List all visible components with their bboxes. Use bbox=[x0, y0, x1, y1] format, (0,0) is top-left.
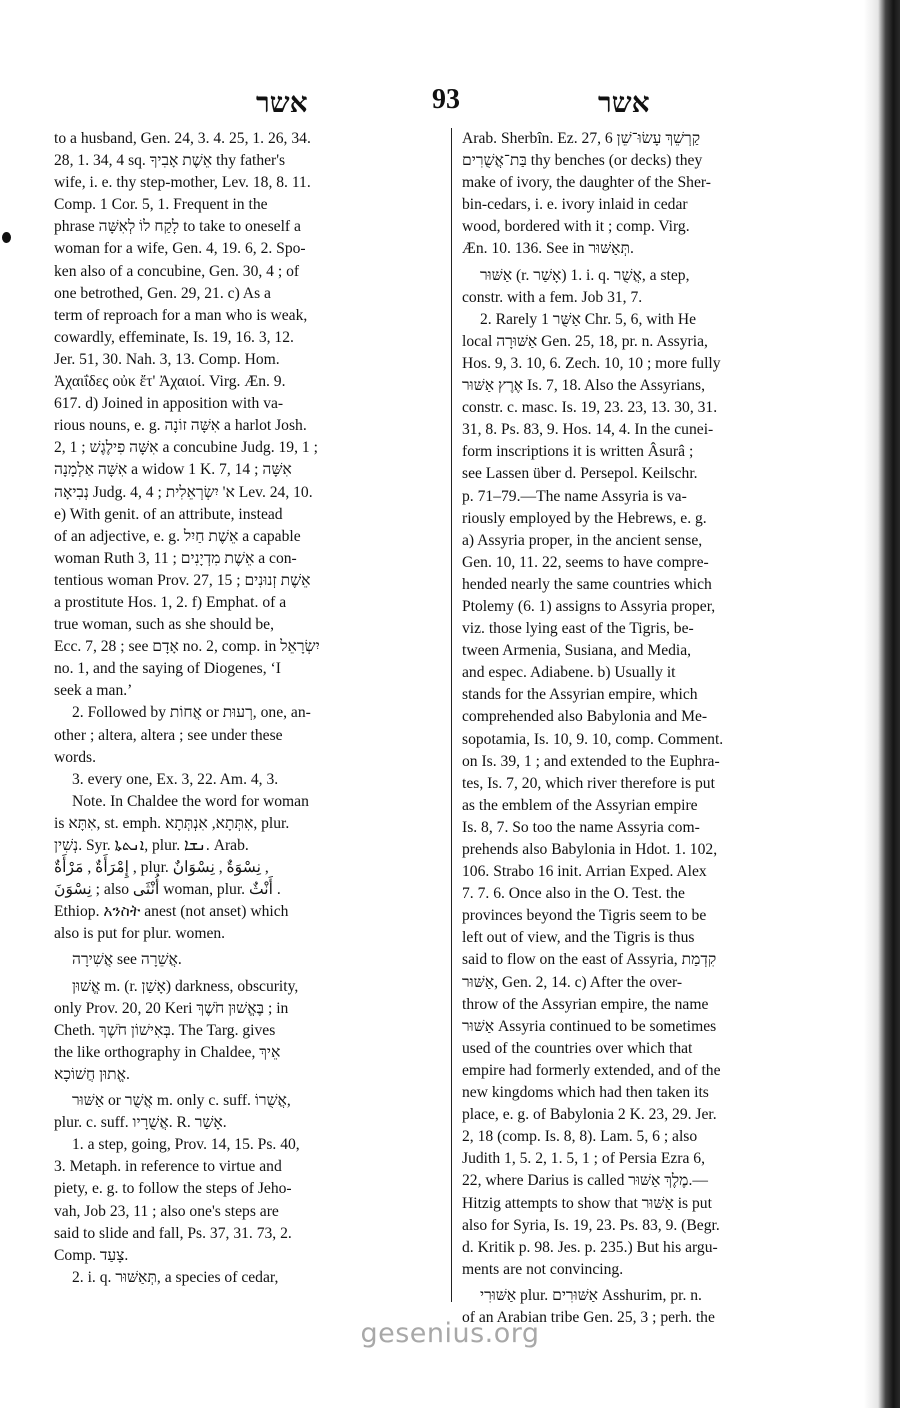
left-sense-3: 3. every one, Ex. 3, 22. Am. 4, 3. bbox=[72, 770, 279, 788]
left-entry-eshun: אֱשׁוּן m. (r. אָשַׁן) darkness, obscurity, only Prov. 20, 20 Keri בֶּאֱשׁוּן חֹשֶׁךְ ; in Cheth. בְּאִישׁוֹן חֹשֶׁךְ. The Targ. gives the like orthography in Chaldee, אֵיךְ אֱתוּן חֲשׁוֹכָא. bbox=[54, 977, 299, 1083]
left-note: Note. In Chaldee the word for woman is אִתָּא, st. emph. אִתְּתָא, אִנְתְּתָא, plur. נְשִׁין. Syr. ܐܢܬܬܐ, plur. ܢܫܐ. Arab. إِمْرَأَةٌ , مَرْأَةٌ , plur. نِسْوَةٌ , نِسْوَانٌ , نِسْوَنَ ; also أُنْثَى woman, plur. أَنْثٌ . Ethiop. አንስት anest (not anset) which also is put for plur. women. bbox=[54, 792, 309, 943]
left-ashur-sense-1: 1. a step, going, Prov. 14, 15. Ps. 40, 3. Metaph. in reference to virtue and piety, e. g. to follow the steps of Jeho- vah, Job 23, 11 ; also one's steps are said to slide and fall, Ps. 37, 31. 73, 2. Comp. צָעַד. bbox=[54, 1136, 300, 1264]
running-head-right: אשר bbox=[598, 86, 650, 119]
right-entry-ashshur: אַשּׁוּר (r. אָשַׁר) 1. i. q. אֲשֻׁר, a step, constr. with a fem. Job 31, 7. bbox=[462, 266, 690, 306]
left-column bbox=[54, 128, 440, 1289]
page-edge-shadow bbox=[864, 0, 878, 1408]
column-divider bbox=[451, 128, 452, 1302]
running-head-left: אשר bbox=[256, 86, 308, 119]
book-edge bbox=[878, 0, 900, 1408]
left-entry-ashur: אַשּׁוּר or אֲשֻׁר m. only c. suff. אֲשֻׁרוֹ, plur. c. suff. אֲשֻׁרָיו. R. אָשַׁר. bbox=[54, 1092, 291, 1132]
page-number: 93 bbox=[432, 84, 460, 115]
right-column bbox=[462, 128, 852, 1329]
margin-mark bbox=[2, 232, 11, 243]
page-header bbox=[120, 84, 820, 124]
watermark: gesenius.org bbox=[360, 1318, 540, 1349]
left-ashur-sense-2: 2. i. q. תְּאַשּׁוּר, a species of cedar, bbox=[72, 1268, 279, 1286]
left-sense-2: 2. Followed by אֲחוֹת or רְעוּת, one, an- other ; altera, altera ; see under these words. bbox=[54, 704, 311, 766]
right-entry-ashshurim: אַשּׁוּרִי plur. אַשּׁוּרִים Asshurim, pr. n. of an Arabian tribe Gen. 25, 3 ; perh. the bbox=[462, 1286, 715, 1326]
left-entry-continuation: to a husband, Gen. 24, 3. 4. 25, 1. 26, 34. 28, 1. 34, 4 sq. אֵשֶׁת אָבִיךָ thy father's wife, i. e. thy step-mother, Lev. 18, 8. 11. Comp. 1 Cor. 5, 1. Frequent in the phrase לָקַח לוֹ לְאִשָּׁה to take to oneself a woman for a wife, Gen. 4, 19. 6, 2. Spo- ken also of a concubine, Gen. 30, 4 ; of one betrothed, Gen. 29, 21. c) As a term of reproach for a man who is weak, cowardly, effeminate, Is. 19, 16. 3, 12. Jer. 51, 30. Nah. 3, 13. Comp. Hom. Ἀχαιΐδες οὐκ ἔτ' Ἀχαιοί. Virg. Æn. 9. 617. d) Joined in apposition with va- rious nouns, e. g. אִשָּׁה זוֹנָה a harlot Josh. 2, 1 ; אִשָּׁה פִילֶגֶשׁ a concubine Judg. 19, 1 ; אִשָּׁה אַלְמָנָה a widow 1 K. 7, 14 ; אִשָּׁה נְבִיאָה Judg. 4, 4 ; א' יִשְׂרְאֵלִית Lev. 24, 10. e) With genit. of an attribute, instead of an adjective, e. g. אֵשֶׁת חַיִל a capable woman Ruth 3, 11 ; אֵשֶׁת מִדְיָנִים a con- tentious woman Prov. 27, 15 ; אֵשֶׁת זְנוּנִים a prostitute Hos. 1, 2. f) Emphat. of a true woman, such as she should be, Ecc. 7, 28 ; see אָדָם no. 2, comp. in יִשְׂרָאֵל no. 1, and the saying of Diogenes, ‘I seek a man.’ bbox=[54, 130, 320, 700]
right-ashshur-sense-2: 2. Rarely אַשֻּׁר 1 Chr. 5, 6, with He local אַשּׁוּרָה Gen. 25, 18, pr. n. Assyria, Hos. 9, 3. 10, 6. Zech. 10, 10 ; more fully אֶרֶץ אַשּׁוּר Is. 7, 18. Also the Assyrians, constr. c. masc. Is. 19, 23. 23, 13. 30, 31. 31, 8. Ps. 83, 9. Hos. 14, 4. In the cunei- form inscriptions it is written Âsurâ ; see Lassen über d. Persepol. Keilschr. p. 71–79.—The name Assyria is va- riously employed by the Hebrews, e. g. a) Assyria proper, in the ancient sense, Gen. 10, 11. 22, seems to have compre- hended nearly the same countries which Ptolemy (6. 1) assigns to Assyria proper, viz. those lying east of the Tigris, be- tween Armenia, Susiana, and Media, and espec. Adiabene. b) Usually it stands for the Assyrian empire, which comprehended also Babylonia and Me- sopotamia, Is. 10, 9. 10, comp. Comment. on Is. 39, 1 ; and extended to the Euphra- tes, Is. 7, 20, which river therefore is put as the emblem of the Assyrian empire Is. 8, 7. So too the name Assyria com- prehends also Babylonia in Hdot. 1. 102, 106. Strabo 16 init. Arrian Exped. Alex 7. 7. 6. Once also in the O. Test. the provinces beyond the Tigris seem to be left out of view, and the Tigris is thus said to flow on the east of Assyria, קִדְמַת אַשּׁוּר, Gen. 2, 14. c) After the over- throw of the Assyrian empire, the name אַשּׁוּר Assyria continued to be sometimes used of the countries over which that empire had formerly extended, and of the new kingdoms which had then taken its place, e. g. of Babylonia 2 K. 23, 29. Jer. 2, 18 (comp. Is. 8, 8). Lam. 5, 6 ; also Judith 1, 5. 2, 1. 5, 1 ; of Persia Ezra 6, 22, where Darius is called מֶלֶךְ אַשּׁוּר.— Hitzig attempts to show that אַשּׁוּר is put also for Syria, Is. 19, 23. Ps. 83, 9. (Begr. d. Kritik p. 98. Jes. p. 235.) But his argu- ments are not convincing. bbox=[462, 310, 724, 1278]
left-entry-ashirah: אֲשִׁירָה see אֲשֵׁרָה. bbox=[72, 951, 182, 969]
right-entry-continuation: Arab. Sherbîn. Ez. 27, 6 קַרְשֵׁךְ עָשׂוּ־שֵׁן בַּת־אֲשֻׁרִים thy benches (or decks) they make of ivory, the daughter of the Sher- bin-cedars, i. e. ivory inlaid in cedar wood, bordered with it ; comp. Virg. Æn. 10. 136. See in תְּאַשּׁוּר. bbox=[462, 130, 711, 258]
